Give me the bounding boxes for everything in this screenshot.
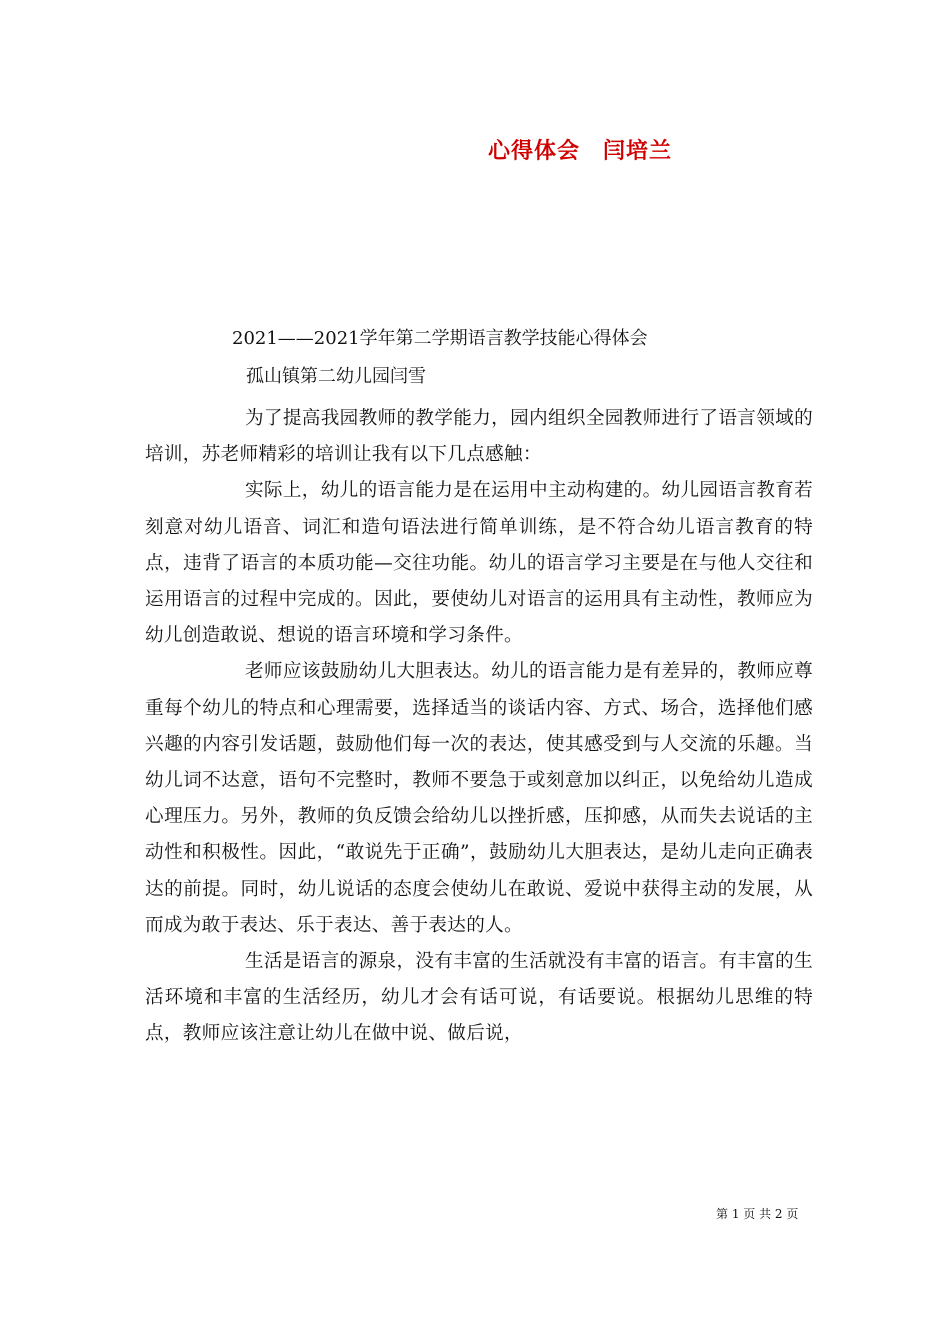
paragraph-2: 实际上，幼儿的语言能力是在运用中主动构建的。幼儿园语言教育若刻意对幼儿语音、词汇和造句语法进行简单训练，是不符合幼儿语言教育的特点，违背了语言的本质功能—交往功能。幼儿的语言学习主要是在与他人交往和运用语言的过程中完成的。因此，要使幼儿对语言的运用具有主动性，教师应为幼儿创造敢说、想说的语言环境和学习条件。 — [145, 480, 813, 647]
paragraph-3: 老师应该鼓励幼儿大胆表达。幼儿的语言能力是有差异的，教师应尊重每个幼儿的特点和心理需要，选择适当的谈话内容、方式、场合，选择他们感兴趣的内容引发话题，鼓励他们每一次的表达，使其感受到与人交流的乐趣。当幼儿词不达意，语句不完整时，教师不要急于或刻意加以纠正，以免给幼儿造成心理压力。另外，教师的负反馈会给幼儿以挫折感，压抑感，从而失去说话的主动性和积极性。因此，“敢说先于正确”，鼓励幼儿大胆表达，是幼儿走向正确表达的前提。同时，幼儿说话的态度会使幼儿在敢说、爱说中获得主动的发展，从而成为敢于表达、乐于表达、善于表达的人。 — [145, 661, 813, 936]
page-number-footer: 第 1 页 共 2 页 — [716, 1207, 799, 1221]
paragraph-1: 为了提高我园教师的教学能力，园内组织全园教师进行了语言领域的培训，苏老师精彩的培训让我有以下几点感触： — [145, 408, 813, 466]
document-heading: 2021——2021学年第二学期语言教学技能心得体会 — [232, 328, 648, 349]
paragraph-4: 生活是语言的源泉，没有丰富的生活就没有丰富的语言。有丰富的生活环境和丰富的生活经历，幼儿才会有话可说，有话要说。根据幼儿思维的特点，教师应该注意让幼儿在做中说、做后说， — [145, 951, 813, 1045]
document-title: 心得体会 闫培兰 — [488, 138, 673, 164]
document-body — [145, 401, 813, 1053]
author-line: 孤山镇第二幼儿园闫雪 — [246, 366, 426, 387]
